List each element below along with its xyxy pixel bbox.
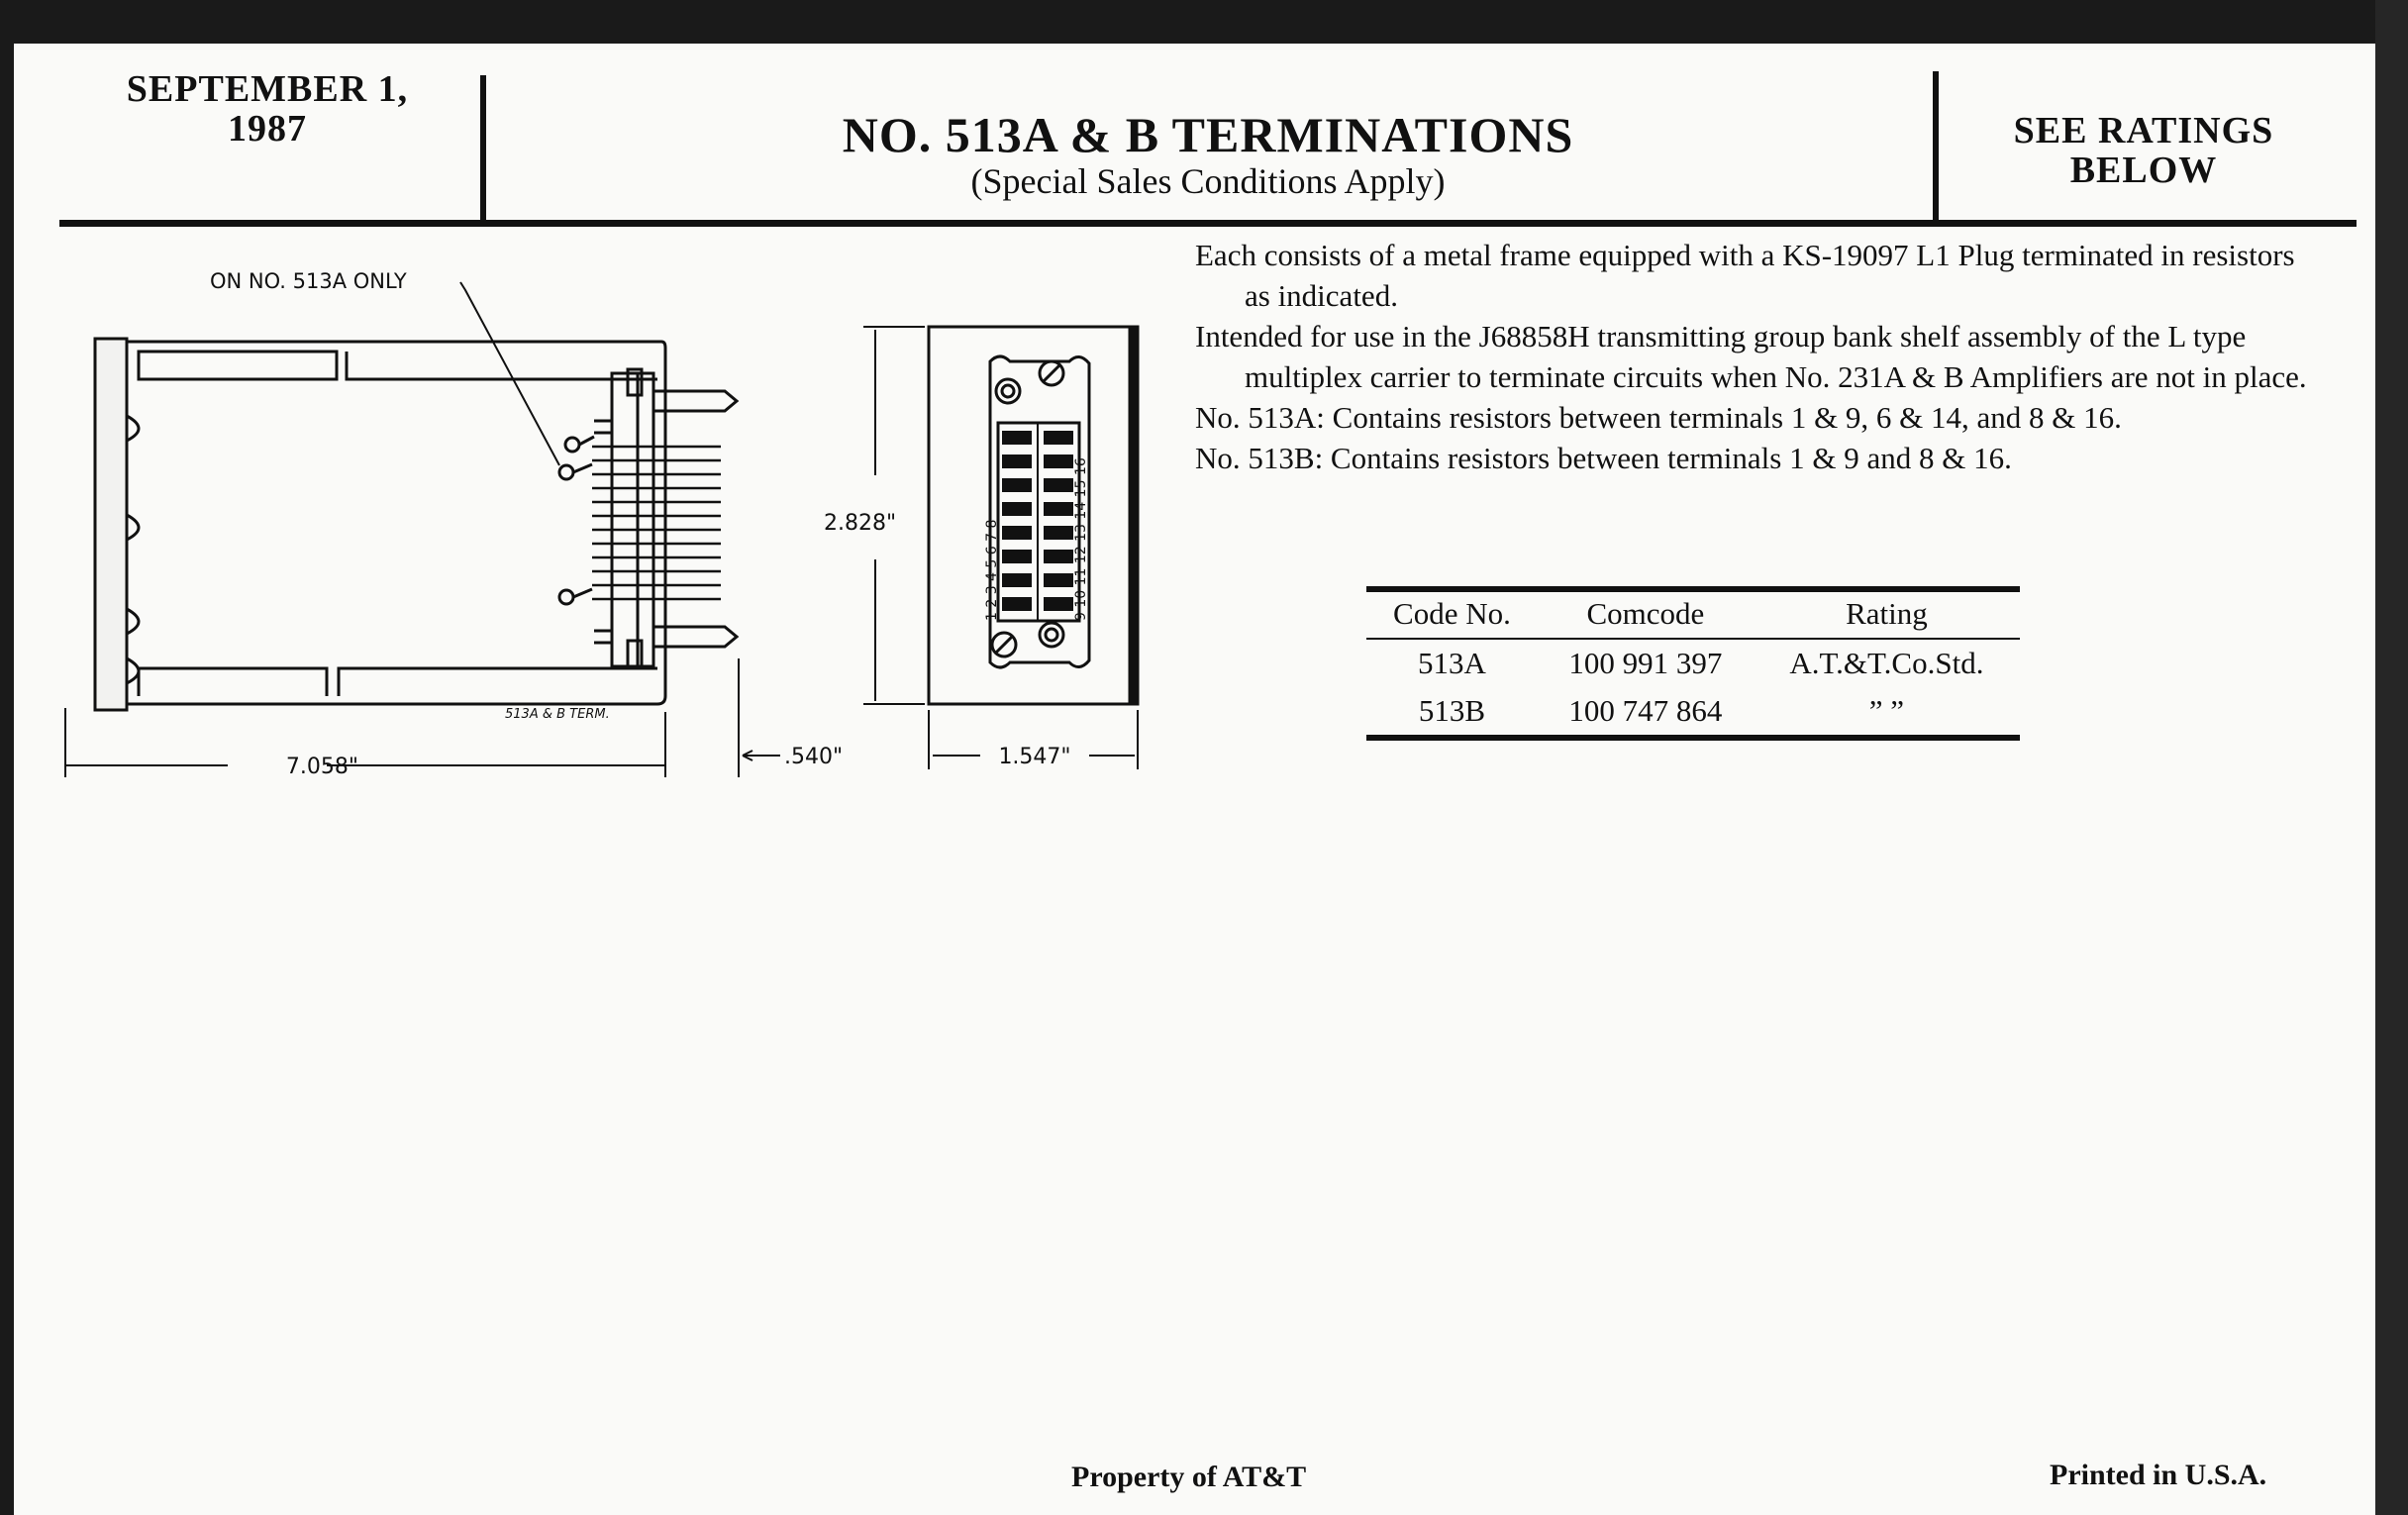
frame-outline — [127, 342, 665, 704]
top-rail-left — [139, 352, 337, 379]
issue-date — [59, 69, 475, 149]
header-divider-right — [1933, 71, 1939, 220]
ratings-line1: SEE RATINGS — [2013, 110, 2274, 152]
table-row — [1366, 687, 2020, 738]
connector-body — [612, 373, 638, 666]
bottom-rail-right — [339, 668, 657, 696]
description-paragraph: No. 513A: Contains resistors between terminals 1 & 9, 6 & 14, and 8 & 16. — [1195, 400, 2122, 435]
callout-label: ON NO. 513A ONLY — [210, 269, 407, 293]
ratings-line2: BELOW — [2069, 150, 2218, 191]
cell-rating: ” ” — [1754, 687, 2020, 738]
issue-date-line1: SEPTEMBER 1, — [126, 68, 409, 110]
resistor — [559, 590, 573, 604]
description — [1195, 235, 2314, 478]
table-header-row — [1366, 589, 2020, 639]
dim-height: 2.828" — [824, 511, 897, 536]
resistor — [559, 465, 573, 479]
resistor — [565, 438, 579, 452]
footer-property: Property of AT&T — [1071, 1461, 1307, 1493]
code-table — [1366, 586, 2020, 741]
cell-comcode: 100 747 864 — [1538, 687, 1754, 738]
cell-code: 513A — [1418, 646, 1486, 680]
pin-numbers-top: 1 2 3 4 5 6 7 8 — [984, 519, 1000, 621]
description-paragraph: Intended for use in the J68858H transmitting group bank shelf assembly of the L type multiplex carrier to terminate circuits when No. 231A & B Amplifiers are not in place. — [1195, 319, 2307, 394]
ratings-note — [1941, 111, 2347, 190]
dim-length: 7.058" — [285, 755, 358, 779]
col-header-rating: Rating — [1754, 589, 2020, 639]
dim-pin: .540" — [784, 745, 844, 769]
termination-drawing — [59, 252, 1168, 787]
subtitle-text: (Special Sales Conditions Apply) — [970, 161, 1446, 201]
table-row — [1366, 639, 2020, 687]
cell-rating: A.T.&T.Co.Std. — [1789, 646, 1984, 680]
bottom-rail-left — [139, 668, 327, 696]
description-paragraph: Each consists of a metal frame equipped with a KS-19097 L1 Plug terminated in resistors as indicated. — [1195, 238, 2295, 313]
pin-numbers-bottom: 9 10 11 12 13 14 15 16 — [1073, 457, 1089, 621]
header-rule — [59, 220, 2357, 227]
page-title — [485, 107, 1931, 200]
scan-edge — [2375, 0, 2408, 1515]
title-text: NO. 513A & B TERMINATIONS — [842, 107, 1574, 162]
footer-printed: Printed in U.S.A. — [2050, 1459, 2267, 1491]
cell-code: 513B — [1366, 687, 1538, 738]
cell-comcode: 100 991 397 — [1568, 646, 1723, 680]
description-paragraph: No. 513B: Contains resistors between terminals 1 & 9 and 8 & 16. — [1195, 441, 2012, 475]
issue-date-line2: 1987 — [228, 108, 307, 150]
col-header-code: Code No. — [1366, 589, 1538, 639]
col-header-comcode: Comcode — [1538, 589, 1754, 639]
front-plate — [95, 339, 127, 710]
plate-label: 513A & B TERM. — [505, 707, 610, 722]
dim-width: 1.547" — [998, 745, 1071, 769]
